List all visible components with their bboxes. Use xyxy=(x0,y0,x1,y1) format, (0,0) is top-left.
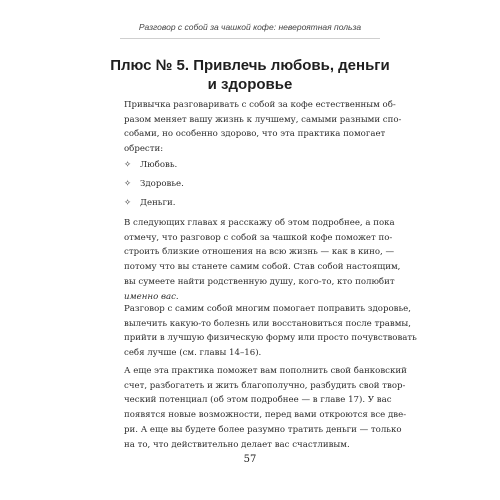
text-line: появятся новые возможности, перед вами откроются все две- xyxy=(124,410,407,421)
section-title xyxy=(100,56,400,94)
text-line: ческий потенциал (об этом подробнее — в главе 17). У вас xyxy=(124,395,392,406)
text-line: потому что вы станете самим собой. Став собой настоящим, xyxy=(124,262,401,273)
text-line: вы сумеете найти родственную душу, кого-то, кто полюбит xyxy=(124,276,395,287)
text-line: вылечить какую-то болезнь или восстановиться после травмы, xyxy=(124,318,411,329)
money-paragraph xyxy=(124,364,407,452)
text-line: отмечу, что разговор с собой за чашкой кофе поможет по- xyxy=(124,232,393,243)
text-line: строить близкие отношения на всю жизнь — как в кино, — xyxy=(124,247,395,258)
running-header: Разговор с собой за чашкой кофе: невероятная польза xyxy=(138,22,362,32)
section-title-line-1: Плюс № 5. Привлечь любовь, деньги xyxy=(110,57,390,74)
text-line: А еще эта практика поможет вам пополнить свой банковский xyxy=(124,366,407,376)
intro-paragraph xyxy=(124,98,402,157)
text-line: на то, что действительно делает вас счастливым. xyxy=(124,439,350,450)
emphasis-text: именно вас xyxy=(124,291,176,302)
header-divider xyxy=(120,38,380,39)
text-line: счет, разбогатеть и жить благополучно, разбудить свой твор- xyxy=(124,380,406,391)
bullet-label: Любовь. xyxy=(140,160,178,170)
bullet-label: Деньги. xyxy=(140,198,176,208)
text-line: обрести: xyxy=(124,144,164,155)
text-line: В следующих главах я расскажу об этом подробнее, а пока xyxy=(124,218,395,228)
text-tail: . xyxy=(175,291,179,302)
love-paragraph xyxy=(124,216,401,304)
sparkle-bullet-icon: ✧ xyxy=(124,198,132,208)
bullet-item-money xyxy=(124,198,175,208)
section-title-line-2: и здоровье xyxy=(207,76,293,93)
page-number: 57 xyxy=(243,454,257,465)
text-line: Разговор с самим собой многим помогает поправить здоровье, xyxy=(124,304,411,314)
bullet-label: Здоровье. xyxy=(140,179,184,189)
text-line: разом меняет вашу жизнь к лучшему, самыми разными спо- xyxy=(124,114,402,125)
sparkle-bullet-icon: ✧ xyxy=(124,179,132,189)
health-paragraph xyxy=(124,302,417,361)
text-line: прийти в лучшую физическую форму или просто почувствовать xyxy=(124,333,417,344)
sparkle-bullet-icon: ✧ xyxy=(124,160,132,170)
text-line: собами, но особенно здорово, что эта практика помогает xyxy=(124,129,386,140)
bullet-item-love xyxy=(124,160,177,170)
text-line: ри. А еще вы будете более разумно тратить деньги — только xyxy=(124,424,402,435)
text-line: себя лучше (см. главы 14–16). xyxy=(124,348,262,359)
text-line: Привычка разговаривать с собой за кофе естественным об- xyxy=(124,100,396,110)
bullet-item-health xyxy=(124,179,184,189)
